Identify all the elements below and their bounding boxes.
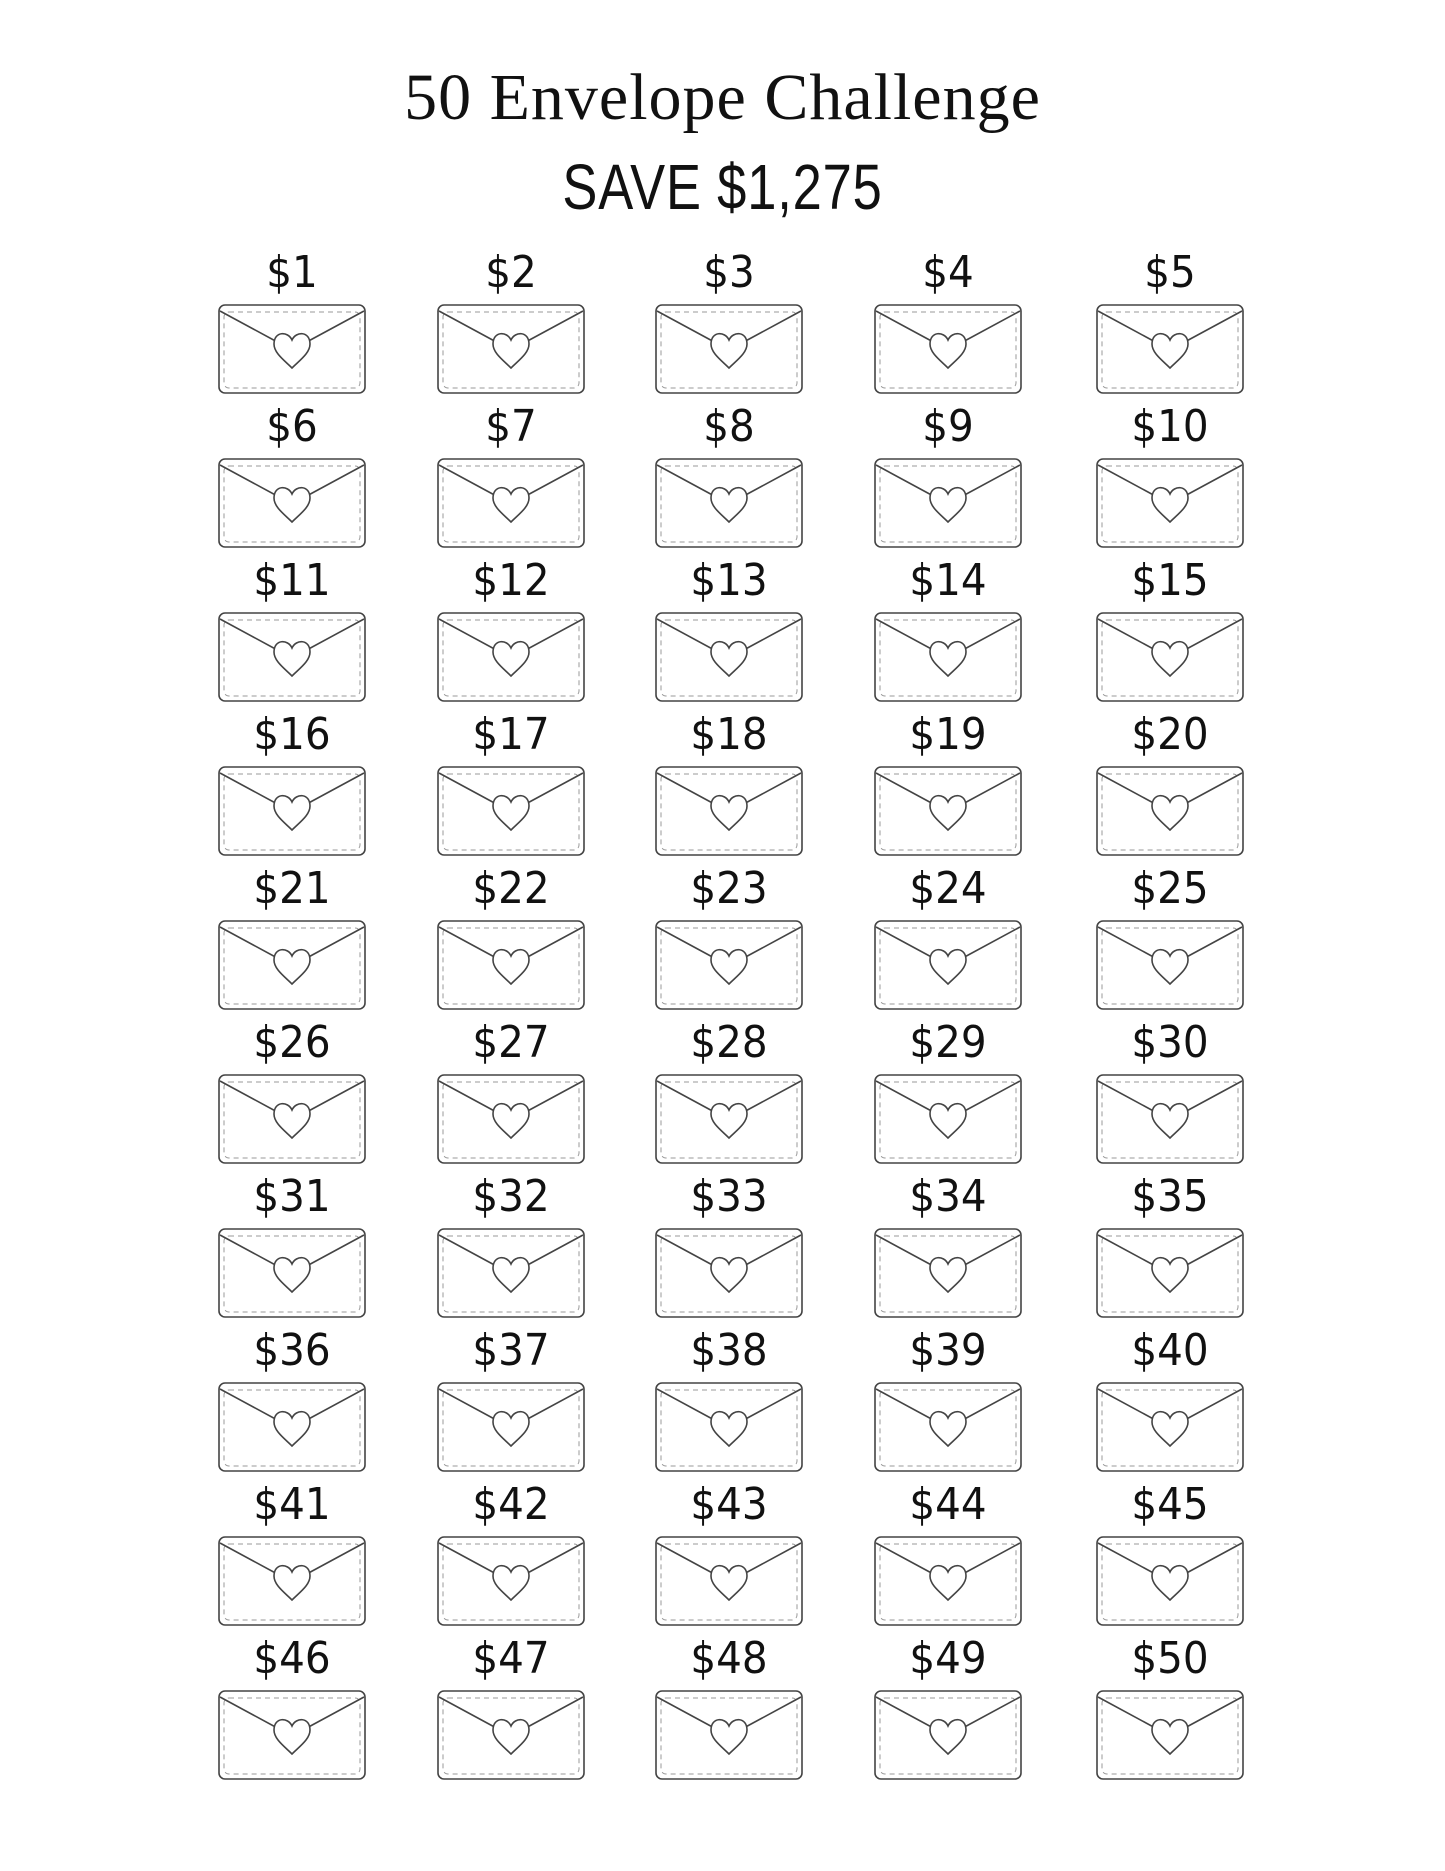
envelope-heart-icon: [655, 1228, 803, 1318]
envelope-heart-icon: [655, 612, 803, 702]
envelope-heart-icon: [218, 304, 366, 394]
envelope-heart-icon: [1096, 1074, 1244, 1164]
envelope-item: [212, 864, 372, 1018]
envelope-amount: $37: [472, 1325, 550, 1376]
envelope-amount: $33: [690, 1171, 768, 1222]
envelope-item: [431, 1172, 591, 1326]
envelope-item: [1090, 556, 1250, 710]
envelope-heart-icon: [218, 920, 366, 1010]
envelope-amount: $32: [472, 1171, 550, 1222]
envelope-heart-icon: [874, 1228, 1022, 1318]
savings-goal: SAVE $1,275: [562, 151, 883, 223]
envelope-amount: $41: [253, 1479, 331, 1530]
envelope-amount: $34: [909, 1171, 987, 1222]
envelope-item: [868, 1172, 1028, 1326]
envelope-amount: $13: [690, 555, 768, 606]
envelope-item: [212, 1326, 372, 1480]
envelope-amount: $50: [1131, 1633, 1209, 1684]
envelope-amount: $18: [690, 709, 768, 760]
envelope-amount: $6: [266, 401, 318, 452]
envelope-amount: $14: [909, 555, 987, 606]
envelope-item: [1090, 1018, 1250, 1172]
envelope-heart-icon: [655, 1690, 803, 1780]
envelope-item: [868, 248, 1028, 402]
envelope-item: [649, 710, 809, 864]
envelope-heart-icon: [874, 304, 1022, 394]
envelope-item: [868, 864, 1028, 1018]
envelope-heart-icon: [218, 612, 366, 702]
envelope-amount: $30: [1131, 1017, 1209, 1068]
envelope-item: [868, 1018, 1028, 1172]
envelope-item: [868, 556, 1028, 710]
envelope-heart-icon: [1096, 1228, 1244, 1318]
envelope-heart-icon: [874, 1536, 1022, 1626]
envelope-amount: $19: [909, 709, 987, 760]
envelope-item: [649, 1634, 809, 1788]
envelope-heart-icon: [1096, 1690, 1244, 1780]
envelope-item: [868, 710, 1028, 864]
envelope-item: [431, 710, 591, 864]
envelope-amount: $16: [253, 709, 331, 760]
envelope-heart-icon: [874, 458, 1022, 548]
envelope-item: [431, 556, 591, 710]
envelope-item: [212, 1634, 372, 1788]
envelope-heart-icon: [218, 766, 366, 856]
envelope-item: [649, 402, 809, 556]
envelope-amount: $28: [690, 1017, 768, 1068]
envelope-amount: $29: [909, 1017, 987, 1068]
envelope-heart-icon: [655, 920, 803, 1010]
envelope-item: [212, 1018, 372, 1172]
envelope-heart-icon: [437, 1382, 585, 1472]
envelope-item: [212, 248, 372, 402]
envelope-item: [868, 1326, 1028, 1480]
envelope-item: [649, 1018, 809, 1172]
envelope-heart-icon: [437, 612, 585, 702]
envelope-heart-icon: [655, 766, 803, 856]
envelope-heart-icon: [874, 612, 1022, 702]
envelope-heart-icon: [437, 458, 585, 548]
envelope-amount: $36: [253, 1325, 331, 1376]
envelope-heart-icon: [1096, 612, 1244, 702]
envelope-amount: $9: [922, 401, 974, 452]
envelope-amount: $8: [703, 401, 755, 452]
envelope-heart-icon: [218, 1690, 366, 1780]
envelope-item: [649, 1172, 809, 1326]
envelope-item: [1090, 248, 1250, 402]
envelope-item: [431, 248, 591, 402]
envelope-item: [212, 556, 372, 710]
envelope-amount: $31: [253, 1171, 331, 1222]
envelope-item: [649, 248, 809, 402]
envelope-heart-icon: [1096, 1382, 1244, 1472]
envelope-heart-icon: [874, 766, 1022, 856]
envelope-amount: $15: [1131, 555, 1209, 606]
envelope-amount: $22: [472, 863, 550, 914]
envelope-amount: $20: [1131, 709, 1209, 760]
envelope-item: [1090, 710, 1250, 864]
envelope-heart-icon: [874, 1690, 1022, 1780]
envelope-amount: $35: [1131, 1171, 1209, 1222]
envelope-amount: $11: [253, 555, 331, 606]
envelope-amount: $47: [472, 1633, 550, 1684]
envelope-heart-icon: [1096, 458, 1244, 548]
envelope-amount: $48: [690, 1633, 768, 1684]
envelope-heart-icon: [218, 1228, 366, 1318]
envelope-amount: $45: [1131, 1479, 1209, 1530]
envelope-amount: $42: [472, 1479, 550, 1530]
envelope-heart-icon: [874, 920, 1022, 1010]
envelope-item: [1090, 864, 1250, 1018]
envelope-heart-icon: [655, 304, 803, 394]
envelope-item: [431, 1326, 591, 1480]
envelope-amount: $38: [690, 1325, 768, 1376]
envelope-heart-icon: [437, 1690, 585, 1780]
envelope-heart-icon: [437, 766, 585, 856]
envelope-amount: $49: [909, 1633, 987, 1684]
envelope-item: [649, 1480, 809, 1634]
envelope-item: [1090, 1480, 1250, 1634]
envelope-item: [868, 1480, 1028, 1634]
envelope-heart-icon: [218, 1382, 366, 1472]
envelope-heart-icon: [437, 920, 585, 1010]
envelope-heart-icon: [1096, 1536, 1244, 1626]
envelope-item: [431, 402, 591, 556]
envelope-amount: $27: [472, 1017, 550, 1068]
envelope-item: [649, 1326, 809, 1480]
envelope-heart-icon: [1096, 766, 1244, 856]
envelope-item: [212, 710, 372, 864]
envelope-heart-icon: [218, 458, 366, 548]
envelope-amount: $1: [266, 247, 318, 298]
envelope-amount: $26: [253, 1017, 331, 1068]
envelope-amount: $10: [1131, 401, 1209, 452]
envelope-amount: $17: [472, 709, 550, 760]
envelope-item: [431, 1480, 591, 1634]
envelope-amount: $21: [253, 863, 331, 914]
envelope-item: [1090, 1326, 1250, 1480]
envelope-item: [1090, 1634, 1250, 1788]
page-title: 50 Envelope Challenge: [404, 61, 1041, 134]
envelope-amount: $4: [922, 247, 974, 298]
envelope-heart-icon: [437, 304, 585, 394]
envelope-item: [868, 402, 1028, 556]
envelope-heart-icon: [655, 1382, 803, 1472]
envelope-item: [212, 1480, 372, 1634]
envelope-item: [431, 1018, 591, 1172]
envelope-item: [1090, 1172, 1250, 1326]
envelope-amount: $7: [485, 401, 537, 452]
envelope-item: [868, 1634, 1028, 1788]
envelope-heart-icon: [1096, 304, 1244, 394]
envelope-heart-icon: [1096, 920, 1244, 1010]
envelope-heart-icon: [655, 1536, 803, 1626]
envelope-amount: $3: [703, 247, 755, 298]
envelope-amount: $40: [1131, 1325, 1209, 1376]
envelope-heart-icon: [655, 1074, 803, 1164]
envelope-amount: $44: [909, 1479, 987, 1530]
envelope-item: [212, 402, 372, 556]
envelope-heart-icon: [437, 1536, 585, 1626]
envelope-heart-icon: [218, 1536, 366, 1626]
envelope-item: [431, 864, 591, 1018]
envelope-item: [649, 556, 809, 710]
envelope-amount: $39: [909, 1325, 987, 1376]
envelope-amount: $46: [253, 1633, 331, 1684]
envelope-heart-icon: [874, 1074, 1022, 1164]
envelope-heart-icon: [218, 1074, 366, 1164]
envelope-heart-icon: [437, 1228, 585, 1318]
envelope-amount: $5: [1144, 247, 1196, 298]
envelope-item: [649, 864, 809, 1018]
envelope-amount: $23: [690, 863, 768, 914]
envelope-heart-icon: [437, 1074, 585, 1164]
envelope-amount: $12: [472, 555, 550, 606]
envelope-amount: $43: [690, 1479, 768, 1530]
envelope-item: [1090, 402, 1250, 556]
envelope-heart-icon: [655, 458, 803, 548]
envelope-amount: $25: [1131, 863, 1209, 914]
envelope-amount: $2: [485, 247, 537, 298]
envelope-amount: $24: [909, 863, 987, 914]
envelope-heart-icon: [874, 1382, 1022, 1472]
envelope-item: [212, 1172, 372, 1326]
envelope-item: [431, 1634, 591, 1788]
